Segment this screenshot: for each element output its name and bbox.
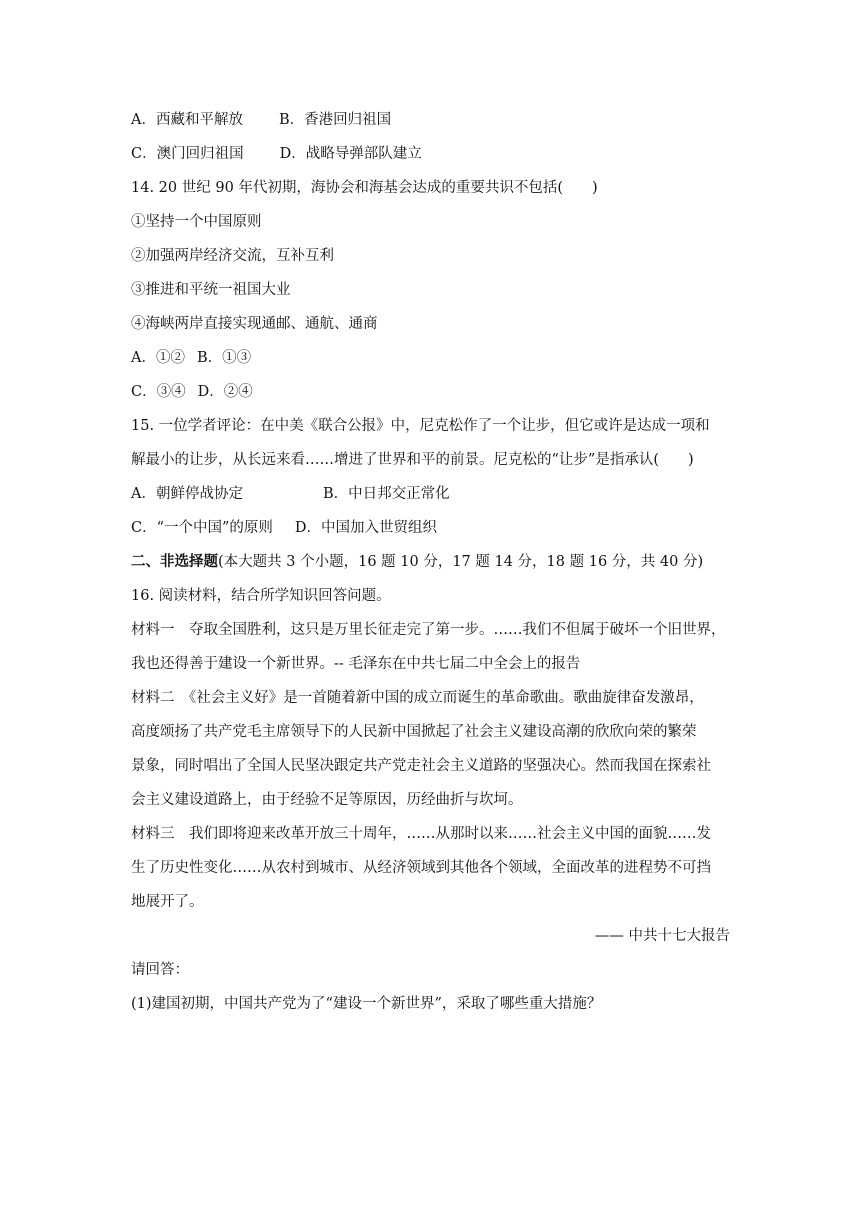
q16-subquestion-1: (1)建国初期，中国共产党为了“建设一个新世界”，采取了哪些重大措施？ [131,996,602,1012]
q14-option-a: A．①② [131,350,185,366]
q16-material-3-line-3: 地展开了。 [131,894,204,910]
q16-material-3-line-1: 材料三 我们即将迎来改革开放三十周年，……从那时以来……社会主义中国的面貌……发 [131,826,711,842]
q13-option-c: C．澳门回归祖国 [131,146,244,162]
q16-material-1-line-2: 我也还得善于建设一个新世界。-- 毛泽东在中共七届二中全会上的报告 [131,656,581,672]
section-2-title: 二、非选择题 [131,553,218,570]
q15-option-d: D．中国加入世贸组织 [294,520,438,536]
q14-options-row-1 [131,348,731,368]
q13-options-row-1 [131,110,731,130]
q13-option-d: D．战略导弹部队建立 [279,146,422,162]
section-2-heading [131,552,731,572]
q14-options-row-2 [131,382,731,402]
q16-stem: 16. 阅读材料，结合所学知识回答问题。 [131,588,391,604]
section-2-description: (本大题共 3 个小题，16 题 10 分，17 题 14 分，18 题 16 分，共 40 分) [218,554,704,570]
q15-stem-line-1: 15. 一位学者评论：在中美《联合公报》中，尼克松作了一个让步，但它或许是达成一项和 [131,418,710,434]
q16-material-2-line-4: 会主义建设道路上，由于经验不足等原因，历经曲折与坎坷。 [131,792,523,808]
q16-prompt: 请回答： [131,962,189,978]
q14-item-3: ③推进和平统一祖国大业 [131,282,291,298]
q16-material-1-line-1: 材料一 夺取全国胜利，这只是万里长征走完了第一步。……我们不但属于破坏一个旧世界， [131,622,726,638]
q15-option-c: C．“一个中国”的原则 [131,520,273,536]
q15-options-row-2 [131,518,731,538]
q15-option-b: B．中日邦交正常化 [322,486,450,502]
q14-option-b: B．①③ [196,350,252,366]
q14-option-d: D．②④ [197,384,253,400]
q14-item-4: ④海峡两岸直接实现通邮、通航、通商 [131,316,378,332]
q16-material-3-source: —— 中共十七大报告 [594,928,730,944]
q16-material-2-line-3: 景象，同时唱出了全国人民坚决跟定共产党走社会主义道路的坚强决心。然而我国在探索社 [131,758,711,774]
q15-option-a: A．朝鲜停战协定 [131,486,243,502]
q14-item-1: ①坚持一个中国原则 [131,214,262,230]
q14-option-c: C．③④ [131,384,186,400]
q16-material-2-line-1: 材料二 《社会主义好》是一首随着新中国的成立而诞生的革命歌曲。歌曲旋律奋发激昂， [131,690,704,706]
q13-options-row-2 [131,144,731,164]
q15-options-row-1 [131,484,731,504]
q14-item-2: ②加强两岸经济交流，互补互利 [131,248,334,264]
q15-stem-line-2: 解最小的让步，从长远来看……增进了世界和平的前景。尼克松的“让步”是指承认( ) [131,452,694,468]
q13-option-a: A．西藏和平解放 [131,112,243,128]
q16-material-3-line-2: 生了历史性变化……从农村到城市、从经济领域到其他各个领域，全面改革的进程势不可挡 [131,860,711,876]
q16-material-2-line-2: 高度颂扬了共产党毛主席领导下的人民新中国掀起了社会主义建设高潮的欣欣向荣的繁荣 [131,724,697,740]
q13-option-b: B．香港回归祖国 [278,112,392,128]
q14-stem: 14. 20 世纪 90 年代初期，海协会和海基会达成的重要共识不包括( ) [131,180,598,196]
